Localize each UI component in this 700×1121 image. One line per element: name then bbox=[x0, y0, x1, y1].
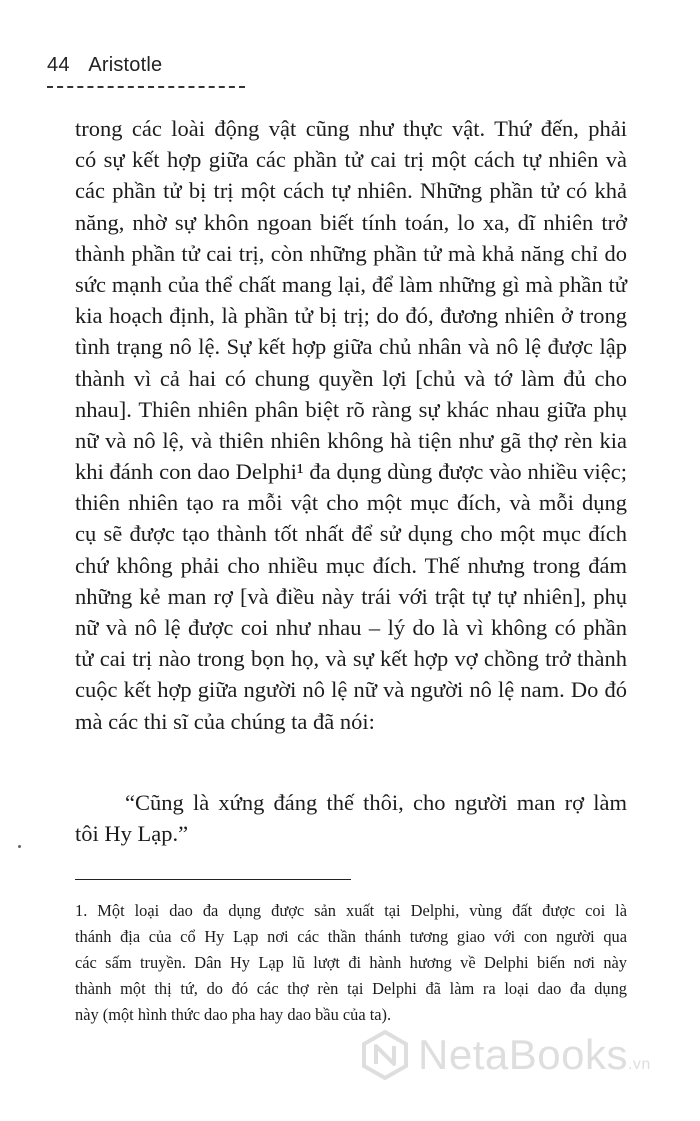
watermark-brand: NetaBooks bbox=[418, 1031, 628, 1078]
body-line: năng, nhờ sự khôn ngoan biết tính toán, lo xa, dĩ nhiên trở bbox=[75, 209, 627, 235]
footnote-line: này (một hình thức dao pha hay dao bầu của ta). bbox=[75, 1005, 392, 1024]
body-line: cuộc kết hợp giữa người nô lệ nữ và người nô lệ nam. Do đó bbox=[75, 677, 627, 703]
body-line: mà các thi sĩ của chúng ta đã nói: bbox=[75, 708, 375, 734]
footnote-line: các sấm truyền. Dân Hy Lạp lũ lượt đi hành hương về Delphi biến nơi này bbox=[75, 953, 627, 972]
watermark-text bbox=[418, 1031, 651, 1079]
scan-speck bbox=[18, 845, 21, 848]
header-dashed-rule bbox=[47, 86, 245, 88]
body-line: trong các loài động vật cũng như thực vật. Thứ đến, phải bbox=[75, 116, 627, 141]
footnote-line: 1. Một loại dao đa dụng được sản xuất tại Delphi, vùng đất được coi là bbox=[75, 901, 627, 920]
verse-quote bbox=[75, 787, 627, 849]
body-line: cụ sẽ được tạo thành tốt nhất để sử dụng cho một mục đích bbox=[75, 521, 627, 547]
body-line: những kẻ man rợ [và điều này trái với trật tự tự nhiên], phụ bbox=[75, 583, 627, 609]
netabooks-logo-icon bbox=[360, 1030, 410, 1080]
running-header bbox=[47, 54, 162, 77]
footnote-line: thánh địa của cổ Hy Lạp nơi các thần thánh tương giao với con người qua bbox=[75, 927, 627, 946]
body-line: sức mạnh của thể chất mang lại, để làm những gì mà phần tử bbox=[75, 271, 627, 297]
footnote-rule bbox=[75, 879, 351, 880]
body-line: nữ và nô lệ, và thiên nhiên không hà tiện như gã thợ rèn kia bbox=[75, 427, 627, 453]
body-line: thành phần tử cai trị, còn những phần tử mà khả năng chỉ do bbox=[75, 240, 627, 266]
quote-line: tôi Hy Lạp.” bbox=[75, 821, 189, 847]
body-line: thiên nhiên tạo ra mỗi vật cho một mục đích, và mỗi dụng bbox=[75, 490, 627, 516]
page-number: 44 bbox=[47, 54, 70, 76]
body-line: kia hoạch định, là phần tử bị trị; do đó, đương nhiên ở trong bbox=[75, 303, 627, 329]
body-line: nữ và nô lệ được coi như nhau – lý do là vì không có phần bbox=[75, 615, 627, 640]
body-line: tử cai trị nào trong bọn họ, và sự kết hợp vợ chồng trở thành bbox=[75, 646, 627, 672]
body-line: chứ không phải cho nhiều mục đích. Thế nhưng trong đám bbox=[75, 552, 627, 578]
body-line: nhau]. Thiên nhiên phân biệt rõ ràng sự khác nhau giữa phụ bbox=[75, 396, 627, 422]
body-line: khi đánh con dao Delphi¹ đa dụng dùng được vào nhiều việc; bbox=[75, 459, 627, 485]
running-title: Aristotle bbox=[88, 54, 163, 76]
netabooks-watermark bbox=[360, 1030, 651, 1080]
body-paragraph bbox=[75, 113, 627, 737]
body-line: có sự kết hợp giữa các phần tử cai trị một cách tự nhiên và bbox=[75, 147, 627, 173]
body-line: các phần tử bị trị một cách tự nhiên. Những phần tử có khả bbox=[75, 178, 627, 204]
body-line: tình trạng nô lệ. Sự kết hợp giữa chủ nhân và nô lệ được lập bbox=[75, 334, 627, 360]
quote-line: “Cũng là xứng đáng thế thôi, cho người man rợ làm bbox=[125, 790, 627, 815]
body-line: thành vì cả hai có chung quyền lợi [chủ và tớ làm đủ cho bbox=[75, 365, 627, 391]
footnote bbox=[75, 898, 627, 1028]
watermark-suffix: .vn bbox=[627, 1056, 651, 1073]
footnote-line: thành một thị tứ, do đó các thợ rèn tại Delphi đã làm ra loại dao đa dụng bbox=[75, 979, 627, 998]
